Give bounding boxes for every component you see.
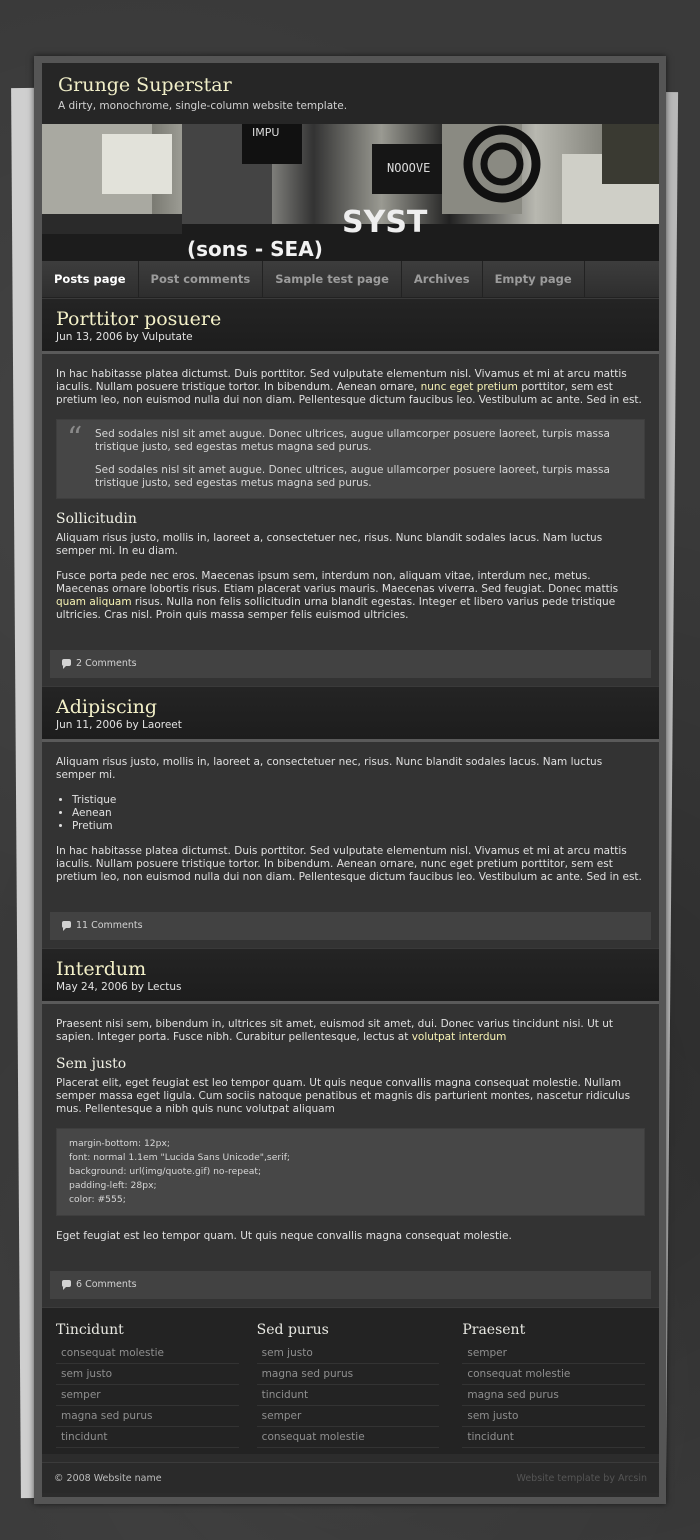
comments-count: 6 Comments (76, 1279, 137, 1290)
footer-link[interactable]: sem justo (257, 1343, 440, 1364)
bullet-list (56, 794, 645, 833)
footer-column-title: Sed purus (256, 1322, 329, 1338)
banner-collage (42, 124, 659, 261)
paragraph-text: risus. Nulla non felis sollicitudin urna blandit egestas. Integer et libero varius pede tristique ultricies. Cras nisl. Proin quis massa semper felis euismod ultricies. (56, 596, 616, 621)
banner-text-sons: (sons - SEA) (187, 237, 323, 261)
nav-empty-page[interactable]: Empty page (483, 261, 585, 297)
footer-column-title: Tincidunt (56, 1322, 124, 1338)
site-tagline: A dirty, monochrome, single-column website template. (58, 100, 348, 112)
code-line: margin-bottom: 12px; (69, 1138, 171, 1149)
footer-link[interactable]: semper (56, 1385, 239, 1406)
footer-link[interactable]: tincidunt (56, 1427, 239, 1448)
footer-column-title: Praesent (462, 1322, 526, 1338)
post-interdum (42, 948, 659, 1307)
footer-link[interactable]: semper (462, 1343, 645, 1364)
footer-link[interactable]: magna sed purus (462, 1385, 645, 1406)
main-nav (42, 261, 659, 298)
code-line: padding-left: 28px; (69, 1180, 157, 1191)
banner-text-syst: SYST (342, 205, 428, 240)
post-paragraph: Aliquam risus justo, mollis in, laoreet a, consectetuer nec, risus. Nunc blandit sodales lacus. Nam luctus semper mi. In eu diam. (56, 532, 603, 557)
comment-icon (62, 1280, 71, 1287)
paragraph-text: In hac habitasse platea dictumst. Duis porttitor. Sed vulputate elementum nisl. Vivamus et mi at arcu mattis iaculis. Nullam posuere tristique tortor. In bibendum. Aenean ornare, (56, 368, 627, 393)
footer-column-sed-purus (257, 1322, 440, 1448)
paragraph-text: porttitor, sem est pretium leo, non euismod nulla dui non diam. Pellentesque dictum faucibus leo. Vestibulum ac ante. Sed in est. (56, 381, 642, 406)
post-adipiscing (42, 686, 659, 948)
footer-link[interactable]: semper (257, 1406, 440, 1427)
post-paragraph: Placerat elit, eget feugiat est leo tempor quam. Ut quis neque convallis magna consequat molestie. Nullam semper massa eget ligula. Cum sociis natoque penatibus et magnis dis parturient montes, nascetur ridiculus mus. Pellentesque a nibh quis nunc volutpat aliquam (56, 1077, 631, 1115)
banner-text-impu: IMPU (252, 126, 280, 139)
comments-wrap (42, 912, 659, 948)
post-header (42, 298, 659, 354)
page-frame (34, 56, 666, 1504)
page-wrapper (42, 63, 659, 1497)
post-meta: Jun 13, 2006 by Vulputate (56, 331, 193, 343)
blockquote (56, 419, 645, 499)
list-item: • Pretium (72, 820, 645, 833)
footer-link[interactable]: sem justo (462, 1406, 645, 1427)
comments-wrap (42, 1271, 659, 1307)
quote-icon: “ (67, 421, 83, 456)
footer-column-tincidunt (56, 1322, 239, 1448)
nav-archives[interactable]: Archives (402, 261, 483, 297)
post-paragraph (56, 368, 645, 407)
footer-column-praesent (462, 1322, 645, 1448)
inline-link[interactable]: volutpat interdum (411, 1031, 507, 1043)
nav-sample-test-page[interactable]: Sample test page (263, 261, 402, 297)
post-header (42, 686, 659, 742)
post-subheading: Sollicitudin (56, 511, 137, 527)
footer-link[interactable]: magna sed purus (257, 1364, 440, 1385)
footer-link[interactable]: consequat molestie (56, 1343, 239, 1364)
nav-post-comments[interactable]: Post comments (139, 261, 264, 297)
footer-link[interactable]: consequat molestie (462, 1364, 645, 1385)
footer-link[interactable]: tincidunt (462, 1427, 645, 1448)
post-body (42, 354, 659, 642)
post-body (42, 1004, 659, 1263)
comments-link[interactable] (50, 912, 651, 940)
list-item: • Aenean (72, 807, 645, 820)
footer-link[interactable]: sem justo (56, 1364, 239, 1385)
header-banner (42, 124, 659, 261)
comments-count: 2 Comments (76, 658, 137, 669)
site-footer (42, 1462, 659, 1493)
comments-wrap (42, 650, 659, 686)
post-body (42, 742, 659, 904)
code-line: font: normal 1.1em "Lucida Sans Unicode",serif; (69, 1152, 291, 1163)
quote-paragraph: Sed sodales nisl sit amet augue. Donec ultrices, augue ullamcorper posuere laoreet, turpis massa tristique justo, sed egestas metus magna sed purus. (95, 428, 610, 453)
post-title[interactable]: Porttitor posuere (56, 308, 222, 330)
footer-link[interactable]: consequat molestie (257, 1427, 440, 1448)
footer-link[interactable]: tincidunt (257, 1385, 440, 1406)
copyright: © 2008 Website name (54, 1472, 162, 1484)
list-item: • Tristique (72, 794, 645, 807)
inline-link[interactable]: quam aliquam (56, 596, 132, 608)
post-title[interactable]: Adipiscing (56, 696, 158, 718)
post-spacer (42, 904, 659, 912)
nav-posts-page[interactable]: Posts page (42, 261, 139, 297)
post-paragraph: Aliquam risus justo, mollis in, laoreet a, consectetuer nec, risus. Nunc blandit sodales lacus. Nam luctus semper mi. (56, 756, 603, 781)
post-header (42, 948, 659, 1004)
post-meta: May 24, 2006 by Lectus (56, 981, 182, 993)
banner-text-nooove: NOOOVE (387, 161, 431, 175)
post-spacer (42, 642, 659, 650)
comments-count: 11 Comments (76, 920, 143, 931)
post-spacer (42, 1263, 659, 1271)
inline-link[interactable]: nunc eget pretium (420, 381, 518, 393)
post-paragraph (56, 570, 645, 622)
post-subheading: Sem justo (56, 1056, 127, 1072)
comment-icon (62, 659, 71, 666)
comments-link[interactable] (50, 1271, 651, 1299)
paragraph-text: Praesent nisi sem, bibendum in, ultrices sit amet, euismod sit amet, dui. Donec varius tincidunt nisi. Ut ut sapien. Integer porta. Fusce nibh. Curabitur pellentesque, lectus at (56, 1018, 614, 1043)
paragraph-text: Fusce porta pede nec eros. Maecenas ipsum sem, interdum non, aliquam vitae, interdum nec, metus. Maecenas ornare lobortis risus. Etiam placerat varius mauris. Maecenas viverra. Sed feugiat. Donec mattis (56, 570, 619, 595)
post-paragraph (56, 1018, 645, 1044)
footer-columns (42, 1307, 659, 1454)
quote-paragraph: Sed sodales nisl sit amet augue. Donec ultrices, augue ullamcorper posuere laoreet, turpis massa tristique justo, sed egestas metus magna sed purus. (95, 464, 610, 489)
post-porttitor-posuere (42, 298, 659, 686)
post-paragraph: In hac habitasse platea dictumst. Duis porttitor. Sed vulputate elementum nisl. Vivamus et mi at arcu mattis iaculis. Nullam posuere tristique tortor. In bibendum. Aenean ornare, nunc eget pretium porttitor, sem est pretium leo, non euismod nulla dui non diam. Pellentesque dictum faucibus leo. Vestibulum ac ante. Sed in est. (56, 845, 642, 883)
template-credit-link[interactable]: Website template by Arcsin (516, 1472, 647, 1484)
post-title[interactable]: Interdum (56, 958, 147, 980)
site-title[interactable]: Grunge Superstar (58, 74, 232, 96)
comments-link[interactable] (50, 650, 651, 678)
site-header (42, 63, 659, 124)
post-meta: Jun 11, 2006 by Laoreet (56, 719, 182, 731)
code-line: color: #555; (69, 1194, 126, 1205)
comment-icon (62, 921, 71, 928)
code-line: background: url(img/quote.gif) no-repeat; (69, 1166, 262, 1177)
footer-link[interactable]: magna sed purus (56, 1406, 239, 1427)
code-block (56, 1128, 645, 1216)
post-paragraph: Eget feugiat est leo tempor quam. Ut quis neque convallis magna consequat molestie. (56, 1230, 512, 1242)
